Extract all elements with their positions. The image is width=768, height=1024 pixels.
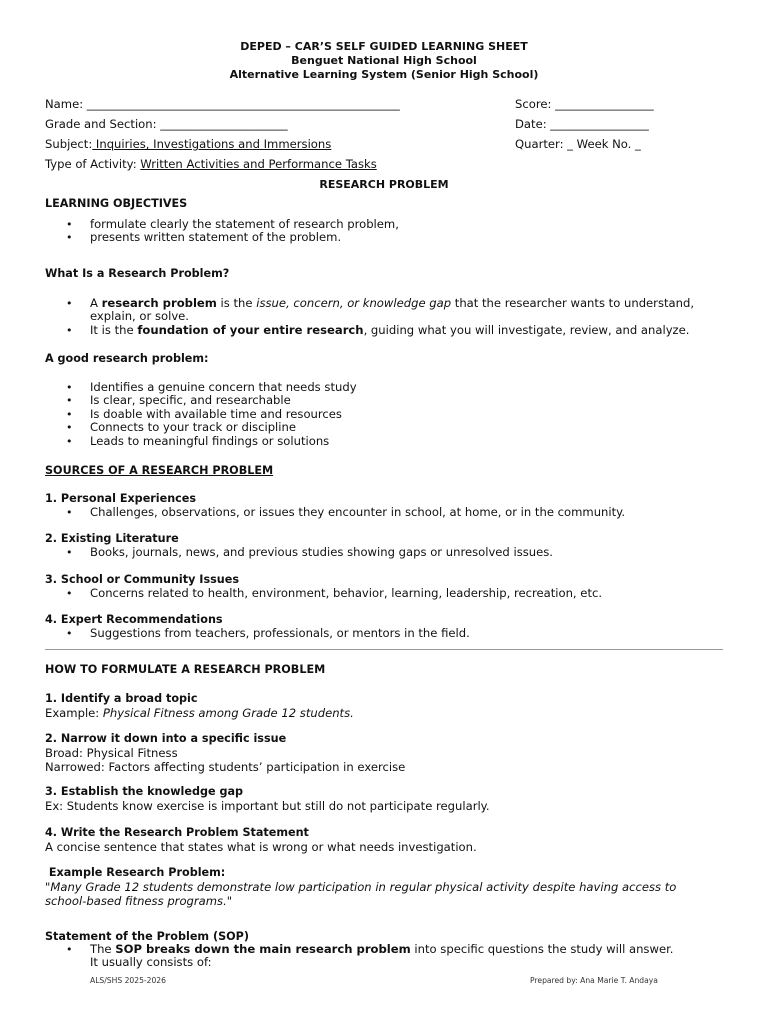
sources-heading: SOURCES OF A RESEARCH PROBLEM bbox=[45, 464, 274, 477]
step-2-narrowed: Narrowed: Factors affecting students’ participation in exercise bbox=[45, 760, 406, 774]
source-1-heading: 1. Personal Experiences bbox=[45, 492, 197, 505]
subject-field bbox=[45, 137, 331, 151]
example-problem-line-2: school-based fitness programs." bbox=[45, 894, 233, 908]
source-1-list bbox=[45, 506, 725, 519]
example-problem-heading: Example Research Problem: bbox=[45, 866, 226, 879]
what-is-list bbox=[45, 297, 725, 337]
subject-value: Inquiries, Investigations and Immersions bbox=[92, 137, 332, 151]
section-divider bbox=[45, 649, 723, 650]
list-item: • Books, journals, news, and previous studies showing gaps or unresolved issues. bbox=[45, 546, 725, 559]
source-2-heading: 2. Existing Literature bbox=[45, 532, 179, 545]
date-field: Date: _________________ bbox=[515, 117, 649, 131]
list-item: • The SOP breaks down the main research problem into specific questions the study will answer. It usually consists of: bbox=[45, 943, 725, 970]
score-field: Score: _________________ bbox=[515, 97, 654, 111]
page-title: RESEARCH PROBLEM bbox=[319, 178, 449, 191]
what-is-heading: What Is a Research Problem? bbox=[45, 267, 230, 280]
name-field: Name: ______________________________________________________ bbox=[45, 97, 400, 111]
good-problem-heading: A good research problem: bbox=[45, 352, 209, 365]
header-line-1: DEPED – CAR’S SELF GUIDED LEARNING SHEET bbox=[240, 40, 528, 53]
list-item: • Is doable with available time and resources bbox=[45, 408, 725, 421]
list-item: • Challenges, observations, or issues they encounter in school, at home, or in the community. bbox=[45, 506, 725, 519]
step-4-heading: 4. Write the Research Problem Statement bbox=[45, 826, 309, 839]
list-item: • presents written statement of the problem. bbox=[45, 231, 725, 244]
list-item: • Is clear, specific, and researchable bbox=[45, 394, 725, 407]
list-item: • A research problem is the issue, concern, or knowledge gap that the researcher wants to understand, explain, or solve. bbox=[45, 297, 725, 324]
list-item: • formulate clearly the statement of research problem, bbox=[45, 218, 725, 231]
step-3-heading: 3. Establish the knowledge gap bbox=[45, 785, 244, 798]
objectives-list bbox=[45, 218, 725, 245]
list-item: • It is the foundation of your entire research, guiding what you will investigate, review, and analyze. bbox=[45, 324, 725, 337]
list-item: • Leads to meaningful findings or solutions bbox=[45, 435, 725, 448]
source-4-heading: 4. Expert Recommendations bbox=[45, 613, 223, 626]
footer-school-year: ALS/SHS 2025-2026 bbox=[90, 976, 166, 985]
list-item: • Identifies a genuine concern that needs study bbox=[45, 381, 725, 394]
footer-prepared-by: Prepared by: Ana Marie T. Andaya bbox=[530, 976, 658, 985]
quarter-week-field: Quarter: _ Week No. _ bbox=[515, 137, 641, 151]
step-2-heading: 2. Narrow it down into a specific issue bbox=[45, 732, 287, 745]
step-4-description: A concise sentence that states what is wrong or what needs investigation. bbox=[45, 840, 477, 854]
step-2-broad: Broad: Physical Fitness bbox=[45, 746, 178, 760]
list-item: • Suggestions from teachers, professionals, or mentors in the field. bbox=[45, 627, 725, 640]
sop-heading: Statement of the Problem (SOP) bbox=[45, 930, 249, 943]
sop-list bbox=[45, 943, 725, 970]
grade-section-field: Grade and Section: ______________________ bbox=[45, 117, 288, 131]
step-1-example: Example: Physical Fitness among Grade 12 students. bbox=[45, 706, 354, 720]
good-problem-list bbox=[45, 381, 725, 448]
step-1-heading: 1. Identify a broad topic bbox=[45, 692, 198, 705]
list-item: • Connects to your track or discipline bbox=[45, 421, 725, 434]
subject-label: Subject: bbox=[45, 137, 93, 151]
activity-label: Type of Activity: bbox=[45, 157, 137, 171]
example-problem-line-1: "Many Grade 12 students demonstrate low participation in regular physical activity despite having access to bbox=[45, 880, 677, 894]
step-3-example: Ex: Students know exercise is important but still do not participate regularly. bbox=[45, 799, 490, 813]
formulate-heading: HOW TO FORMULATE A RESEARCH PROBLEM bbox=[45, 663, 326, 676]
activity-value: Written Activities and Performance Tasks bbox=[140, 157, 377, 171]
source-4-list bbox=[45, 627, 725, 640]
activity-type-field bbox=[45, 157, 377, 171]
source-3-heading: 3. School or Community Issues bbox=[45, 573, 239, 586]
objectives-heading: LEARNING OBJECTIVES bbox=[45, 197, 188, 210]
source-2-list bbox=[45, 546, 725, 559]
source-3-list bbox=[45, 587, 725, 600]
list-item: • Concerns related to health, environment, behavior, learning, leadership, recreation, etc. bbox=[45, 587, 725, 600]
header-school-name: Benguet National High School bbox=[291, 54, 477, 67]
header-program: Alternative Learning System (Senior High School) bbox=[229, 68, 539, 81]
